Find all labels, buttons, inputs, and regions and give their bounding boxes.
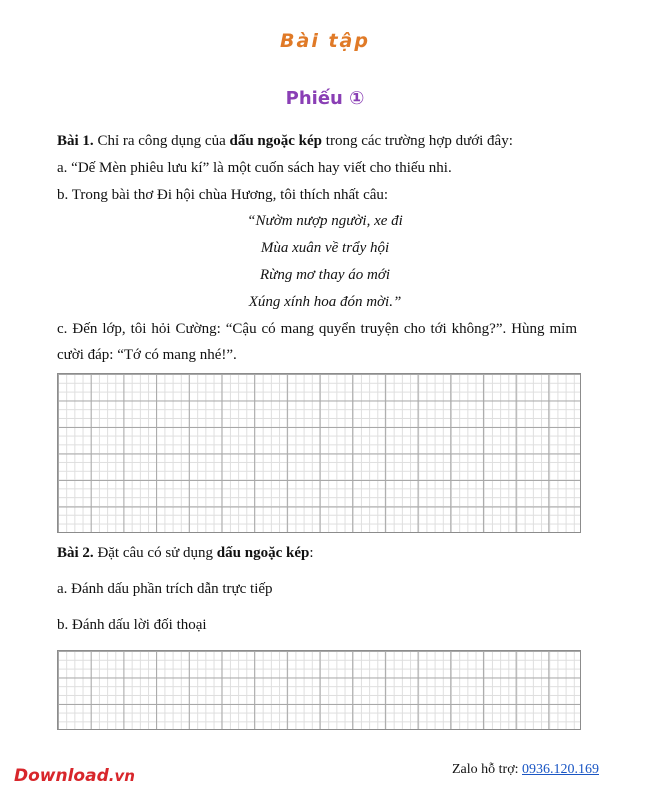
exercise-2-keyword: dấu ngoặc kép — [216, 545, 310, 561]
logo-tld: .vn — [108, 767, 135, 785]
exercise-2-label: Bài 2. — [57, 545, 94, 561]
exercise-2-prompt — [57, 540, 577, 566]
exercise-1-label: Bài 1. — [57, 133, 94, 149]
answer-grid-1[interactable] — [57, 373, 581, 533]
zalo-phone-link[interactable]: 0936.120.169 — [522, 762, 599, 777]
worksheet-title: Bài tập — [280, 30, 370, 52]
exercise-1-prompt — [57, 128, 577, 154]
exercise-2-item-b: b. Đánh dấu lời đối thoại — [57, 617, 207, 633]
answer-grid-2[interactable] — [57, 650, 581, 730]
zalo-support — [452, 762, 599, 778]
exercise-1-prompt-end: trong các trường hợp dưới đây: — [322, 133, 513, 149]
exercise-2-prompt-text: Đặt câu có sử dụng — [93, 545, 217, 561]
poem-line-2: Mùa xuân về trẩy hội — [260, 240, 390, 256]
exercise-1-prompt-text: Chỉ ra công dụng của — [93, 133, 230, 149]
exercise-1-item-a: a. “Dế Mèn phiêu lưu kí” là một cuốn sách hay viết cho thiếu nhi. — [57, 160, 452, 176]
exercise-2-item-a: a. Đánh dấu phần trích dẫn trực tiếp — [57, 581, 273, 597]
download-logo[interactable] — [14, 766, 135, 786]
logo-text: Download — [14, 766, 109, 786]
exercise-1-item-c: c. Đến lớp, tôi hỏi Cường: “Cậu có mang quyển truyện cho tới không?”. Hùng mỉm cười đáp: “Tớ có mang nhé!”. — [57, 321, 577, 363]
poem-line-1: “Nườm nượp người, xe đi — [247, 213, 403, 229]
exercise-1-keyword: dấu ngoặc kép — [229, 133, 323, 149]
worksheet-subtitle: Phiếu ① — [285, 88, 365, 109]
exercise-2-prompt-end: : — [309, 545, 314, 561]
zalo-label: Zalo hỗ trợ: — [452, 762, 522, 777]
exercise-1-item-b: b. Trong bài thơ Đi hội chùa Hương, tôi thích nhất câu: — [57, 187, 389, 203]
poem-line-4: Xúng xính hoa đón mời.” — [248, 294, 402, 310]
poem-line-3: Rừng mơ thay áo mới — [259, 267, 390, 283]
